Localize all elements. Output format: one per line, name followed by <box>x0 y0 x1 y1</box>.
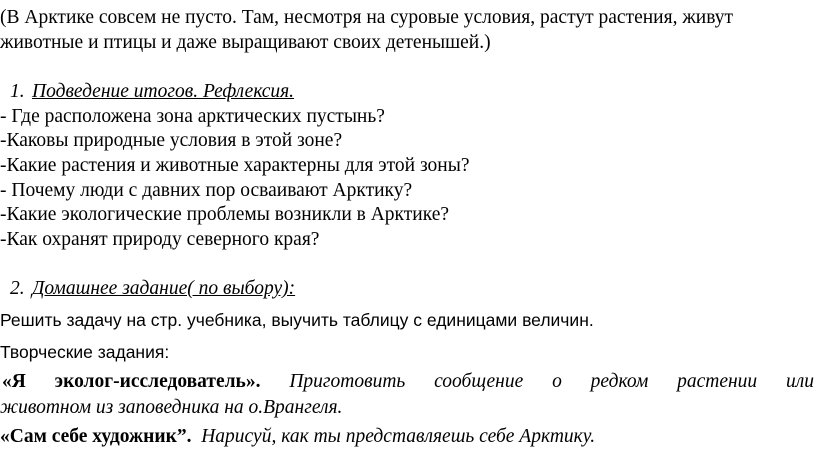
intro-line-2: животные и птицы и даже выращивают своих детенышей.) <box>0 32 491 53</box>
question-4: - Почему люди с давних пор осваивают Арктику? <box>0 180 413 201</box>
section-2-title: Домашнее задание( по выбору): <box>32 278 296 299</box>
homework-task: Решить задачу на стр. учебника, выучить таблицу с единицами величин. <box>0 310 594 330</box>
creative-task-2-title: «Сам себе художник”. <box>0 426 192 447</box>
question-5: -Какие экологические проблемы возникли в Арктике? <box>0 204 450 225</box>
section-1-heading <box>10 80 294 104</box>
section-2-number: 2. <box>10 278 25 299</box>
creative-task-1-line-1 <box>2 370 814 394</box>
creative-task-2 <box>0 425 595 449</box>
question-6: -Как охранят природу северного края? <box>0 229 320 250</box>
section-2-heading <box>10 277 295 301</box>
creative-task-1-title: «Я эколог-исследователь». <box>2 371 261 392</box>
creative-task-1-text: Приготовить сообщение о редком растении или <box>289 371 814 392</box>
intro-line-1: (В Арктике совсем не пусто. Там, несмотря на суровые условия, растут растения, живут <box>0 7 734 28</box>
question-1: - Где расположена зона арктических пустынь? <box>0 106 385 127</box>
creative-task-1-line-2: животном из заповедника на о.Врангеля. <box>0 397 343 418</box>
section-1-title: Подведение итогов. Рефлексия. <box>32 81 295 102</box>
creative-task-2-text: Нарисуй, как ты представляешь себе Арктику. <box>201 426 596 447</box>
creative-tasks-label: Творческие задания: <box>0 342 170 362</box>
section-1-number: 1. <box>10 81 25 102</box>
question-2: -Каковы природные условия в этой зоне? <box>0 130 343 151</box>
question-3: -Какие растения и животные характерны для этой зоны? <box>0 155 470 176</box>
